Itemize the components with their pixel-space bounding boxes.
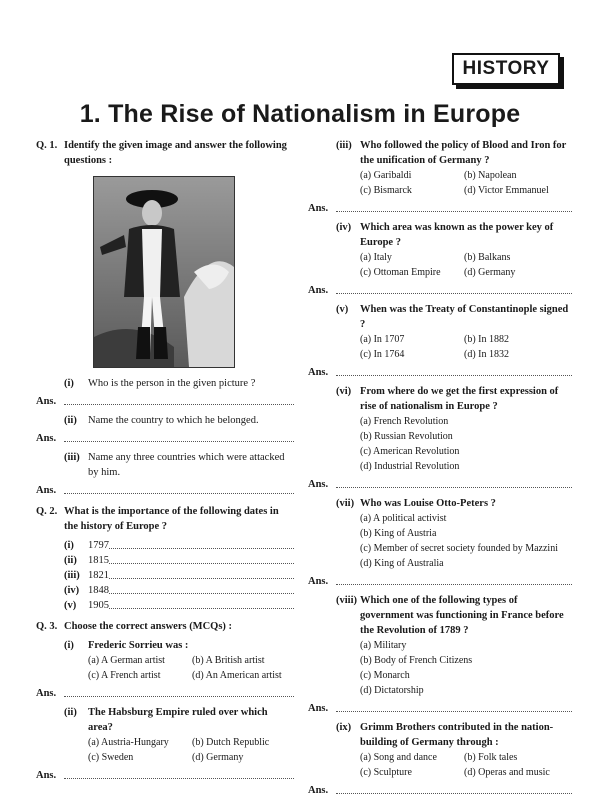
mcq-options (88, 735, 294, 765)
option-d[interactable]: (d) Germany (464, 267, 516, 278)
q1-sub-3 (64, 450, 294, 480)
mcq-text: Which area was known as the power key of Europe ? (360, 222, 554, 248)
mcq-text: Frederic Sorrieu was : (88, 640, 189, 651)
option-d[interactable]: (d) An American artist (192, 670, 282, 681)
date-number: (i) (64, 540, 74, 551)
option-b[interactable]: (b) Russian Revolution (360, 431, 453, 442)
option-c[interactable]: (c) Bismarck (360, 185, 412, 196)
mcq-3 (336, 138, 572, 168)
mcq-options (360, 414, 572, 474)
ans-label: Ans. (308, 285, 329, 296)
mcq-text: Grimm Brothers contributed in the nation-building of Germany through : (360, 722, 554, 748)
answer-line[interactable] (308, 574, 572, 589)
option-c[interactable]: (c) Ottoman Empire (360, 267, 441, 278)
option-c[interactable]: (c) A French artist (88, 670, 161, 681)
option-b[interactable]: (b) A British artist (192, 655, 265, 666)
option-a[interactable]: (a) Garibaldi (360, 170, 412, 181)
mcq-text: From where do we get the first expression of rise of nationalism in Europe ? (360, 386, 559, 412)
ans-label: Ans. (36, 396, 57, 407)
napoleon-portrait-image (93, 176, 235, 368)
date-text: 1905 (88, 600, 109, 611)
option-c[interactable]: (c) American Revolution (360, 446, 460, 457)
ans-label: Ans. (308, 479, 329, 490)
date-item[interactable] (64, 553, 294, 568)
subject-badge: HISTORY (452, 53, 560, 85)
option-d[interactable]: (d) Dictatorship (360, 685, 424, 696)
right-column (308, 138, 572, 798)
question-1 (36, 138, 294, 168)
sub-number: (ii) (64, 415, 77, 426)
answer-line[interactable] (308, 365, 572, 380)
answer-line[interactable] (36, 483, 294, 498)
mcq-6 (336, 384, 572, 414)
mcq-options (360, 168, 572, 198)
date-text: 1848 (88, 585, 109, 596)
option-b[interactable]: (b) Dutch Republic (192, 737, 270, 748)
option-c[interactable]: (c) Sculpture (360, 767, 412, 778)
mcq-options (360, 250, 572, 280)
sub-number: (i) (64, 378, 74, 389)
ans-label: Ans. (36, 485, 57, 496)
mcq-number: (ii) (64, 707, 77, 718)
ans-label: Ans. (36, 433, 57, 444)
date-number: (iii) (64, 570, 80, 581)
ans-label: Ans. (308, 703, 329, 714)
ans-label: Ans. (36, 688, 57, 699)
answer-line[interactable] (36, 431, 294, 446)
mcq-text: Who was Louise Otto-Peters ? (360, 498, 496, 509)
question-2 (36, 504, 294, 534)
sub-text: Name any three countries which were attacked by him. (88, 452, 285, 478)
mcq-number: (vi) (336, 386, 352, 397)
date-item[interactable] (64, 598, 294, 613)
question-text: Choose the correct answers (MCQs) : (64, 621, 233, 632)
mcq-4 (336, 220, 572, 250)
question-number: Q. 1. (36, 140, 58, 151)
answer-line[interactable] (308, 477, 572, 492)
option-b[interactable]: (b) Body of French Citizens (360, 655, 473, 666)
date-item[interactable] (64, 538, 294, 553)
question-3 (36, 619, 294, 634)
date-text: 1797 (88, 540, 109, 551)
mcq-8 (336, 593, 572, 638)
date-number: (v) (64, 600, 77, 611)
mcq-number: (v) (336, 304, 349, 315)
option-b[interactable]: (b) Balkans (464, 252, 511, 263)
mcq-number: (vii) (336, 498, 355, 509)
ans-label: Ans. (36, 770, 57, 781)
q1-sub-1 (64, 376, 294, 391)
option-a[interactable]: (a) French Revolution (360, 416, 449, 427)
option-a[interactable]: (a) A German artist (88, 655, 165, 666)
mcq-options (360, 332, 572, 362)
q1-sub-2 (64, 413, 294, 428)
date-item[interactable] (64, 568, 294, 583)
mcq-text: When was the Treaty of Constantinople signed ? (360, 304, 569, 330)
option-d[interactable]: (d) Germany (192, 752, 244, 763)
ans-label: Ans. (308, 367, 329, 378)
option-a[interactable]: (a) Song and dance (360, 752, 437, 763)
mcq-number: (i) (64, 640, 74, 651)
answer-line[interactable] (36, 686, 294, 701)
date-text: 1815 (88, 555, 109, 566)
option-b[interactable]: (b) In 1882 (464, 334, 509, 345)
mcq-number: (viii) (336, 595, 357, 606)
mcq-text: Which one of the following types of government was functioning in France before the Revolution of 1789 ? (360, 595, 564, 636)
ans-label: Ans. (308, 203, 329, 214)
option-a[interactable]: (a) In 1707 (360, 334, 405, 345)
portrait-illustration (94, 177, 234, 367)
ans-label: Ans. (308, 785, 329, 796)
option-d[interactable]: (d) Operas and music (464, 767, 550, 778)
sub-text: Name the country to which he belonged. (88, 415, 259, 426)
left-column (36, 138, 294, 783)
answer-line[interactable] (36, 394, 294, 409)
option-b[interactable]: (b) King of Austria (360, 528, 437, 539)
mcq-1 (64, 638, 294, 653)
option-c[interactable]: (c) Member of secret society founded by Mazzini (360, 543, 558, 554)
date-number: (ii) (64, 555, 77, 566)
option-d[interactable]: (d) In 1832 (464, 349, 509, 360)
mcq-9 (336, 720, 572, 750)
option-a[interactable]: (a) A political activist (360, 513, 447, 524)
mcq-options (360, 638, 572, 698)
answer-line[interactable] (308, 701, 572, 716)
option-b[interactable]: (b) Napolean (464, 170, 517, 181)
mcq-number: (iii) (336, 140, 352, 151)
answer-line[interactable] (308, 283, 572, 298)
mcq-options (88, 653, 294, 683)
option-a[interactable]: (a) Italy (360, 252, 392, 263)
answer-line[interactable] (308, 201, 572, 216)
mcq-number: (iv) (336, 222, 352, 233)
date-text: 1821 (88, 570, 109, 581)
sub-number: (iii) (64, 452, 80, 463)
ans-label: Ans. (308, 576, 329, 587)
option-c[interactable]: (c) In 1764 (360, 349, 405, 360)
answer-line[interactable] (308, 783, 572, 798)
sub-text: Who is the person in the given picture ? (88, 378, 256, 389)
mcq-7 (336, 496, 572, 511)
question-number: Q. 3. (36, 621, 58, 632)
date-item[interactable] (64, 583, 294, 598)
option-a[interactable]: (a) Military (360, 640, 407, 651)
option-d[interactable]: (d) Industrial Revolution (360, 461, 460, 472)
option-d[interactable]: (d) King of Australia (360, 558, 444, 569)
question-text: What is the importance of the following dates in the history of Europe ? (64, 506, 279, 532)
date-number: (iv) (64, 585, 80, 596)
mcq-5 (336, 302, 572, 332)
question-number: Q. 2. (36, 506, 58, 517)
option-b[interactable]: (b) Folk tales (464, 752, 518, 763)
mcq-text: Who followed the policy of Blood and Iron for the unification of Germany ? (360, 140, 567, 166)
option-c[interactable]: (c) Monarch (360, 670, 410, 681)
mcq-options (360, 511, 572, 571)
option-c[interactable]: (c) Sweden (88, 752, 134, 763)
mcq-text: The Habsburg Empire ruled over which area? (88, 707, 268, 733)
question-text: Identify the given image and answer the following questions : (64, 140, 287, 166)
mcq-2 (64, 705, 294, 735)
mcq-number: (ix) (336, 722, 352, 733)
option-d[interactable]: (d) Victor Emmanuel (464, 185, 549, 196)
chapter-title: 1. The Rise of Nationalism in Europe (79, 100, 521, 128)
option-a[interactable]: (a) Austria-Hungary (88, 737, 169, 748)
